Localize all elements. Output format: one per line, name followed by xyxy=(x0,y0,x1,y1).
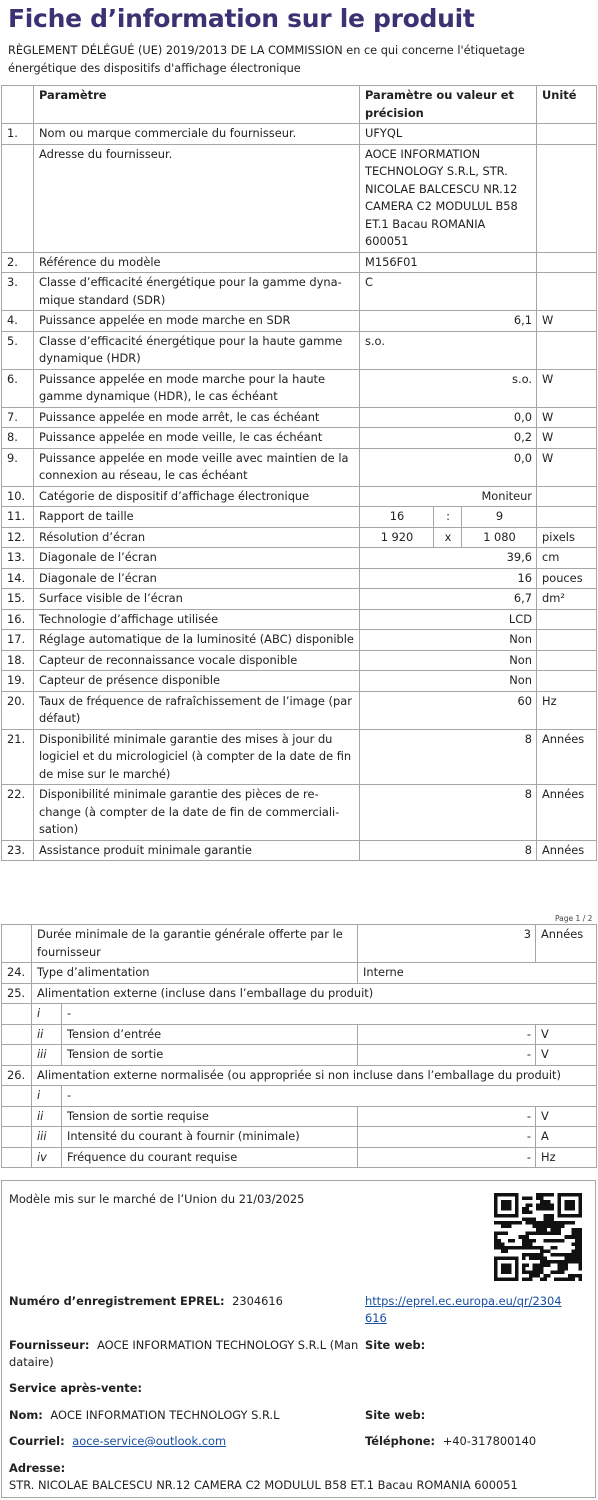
row-number: 20. xyxy=(2,691,34,729)
std-psu-param: Intensité du courant à fournir (minimale) xyxy=(62,1127,358,1148)
param-value: 8 xyxy=(360,840,537,861)
table-row xyxy=(2,486,597,507)
param-unit xyxy=(537,630,597,651)
row-number: 4. xyxy=(2,311,34,332)
param-value: 6,1 xyxy=(360,311,537,332)
table-row xyxy=(2,840,597,861)
table-row xyxy=(2,691,597,729)
value-part-2: 9 xyxy=(462,507,537,528)
website-label: Site web: xyxy=(365,1338,426,1352)
param-value: 8 xyxy=(360,729,537,785)
table-row xyxy=(2,785,597,841)
row-number: 16. xyxy=(2,609,34,630)
table-row xyxy=(2,507,597,528)
row-number: 7. xyxy=(2,407,34,428)
row-number: 22. xyxy=(2,785,34,841)
param-value: LCD xyxy=(360,609,537,630)
supplier-name: AOCE INFORMATION TECHNOLOGY S.R.L (Mandataire) xyxy=(9,1338,359,1369)
param-label: Résolution d’écran xyxy=(34,527,360,548)
param-unit xyxy=(537,650,597,671)
eprel-label: Numéro d’enregistrement EPREL: xyxy=(9,1294,225,1308)
std-psu-param: Tension de sortie requise xyxy=(62,1106,358,1127)
table-row xyxy=(2,311,597,332)
table-row xyxy=(2,144,597,252)
row-number: 8. xyxy=(2,428,34,449)
table-row xyxy=(2,963,597,984)
power-type-value: Interne xyxy=(358,963,597,984)
table-row xyxy=(2,428,597,449)
param-value: AOCE INFORMATION TECHNOLOGY S.R.L, STR. NICOLAE BALCESCU NR.12 CAMERA C2 MODULUL B58 ET.1 Bacau ROMANIA 600051 xyxy=(360,144,537,252)
warranty-unit: Années xyxy=(536,925,597,963)
row-number: 19. xyxy=(2,671,34,692)
table-row xyxy=(2,1065,597,1086)
row-number: 15. xyxy=(2,589,34,610)
row-number: 10. xyxy=(2,486,34,507)
param-label: Référence du modèle xyxy=(34,252,360,273)
param-unit: Années xyxy=(537,785,597,841)
roman-numeral: i xyxy=(32,1004,62,1025)
std-psu-param: - xyxy=(62,1086,597,1107)
param-label: Puissance appelée en mode veille avec maintien de la connexion au réseau, le cas échéant xyxy=(34,448,360,486)
qr-code-icon[interactable] xyxy=(494,1193,582,1281)
param-value: Non xyxy=(360,630,537,651)
eprel-link[interactable]: https://eprel.ec.europa.eu/qr/2304616 xyxy=(365,1294,562,1325)
email-link[interactable]: aoce-service@outlook.com xyxy=(72,1434,227,1448)
table-row xyxy=(2,1045,597,1066)
roman-numeral: iii xyxy=(32,1127,62,1148)
table-row xyxy=(2,671,597,692)
table-row xyxy=(2,1127,597,1148)
param-unit: W xyxy=(537,448,597,486)
ext-psu-param: Tension d’entrée xyxy=(62,1024,358,1045)
warranty-value: 3 xyxy=(358,925,536,963)
row-number: 2. xyxy=(2,252,34,273)
param-unit xyxy=(537,671,597,692)
warranty-param: Durée minimale de la garantie générale offerte par le fournisseur xyxy=(32,925,358,963)
param-label: Capteur de reconnaissance vocale disponible xyxy=(34,650,360,671)
service-name: AOCE INFORMATION TECHNOLOGY S.R.L xyxy=(50,1408,280,1422)
param-value: Non xyxy=(360,650,537,671)
table-row xyxy=(2,983,597,1004)
address-value: STR. NICOLAE BALCESCU NR.12 CAMERA C2 MODULUL B58 ET.1 Bacau ROMANIA 600051 xyxy=(9,1478,518,1492)
param-label: Puissance appelée en mode marche en SDR xyxy=(34,311,360,332)
row-number xyxy=(2,144,34,252)
ext-psu-value: - xyxy=(358,1045,536,1066)
param-unit: Années xyxy=(537,840,597,861)
value-part-1: 16 xyxy=(360,507,434,528)
row-number: 6. xyxy=(2,369,34,407)
table-row xyxy=(2,448,597,486)
row-number: 3. xyxy=(2,273,34,311)
param-unit xyxy=(537,507,597,528)
table-row xyxy=(2,1106,597,1127)
table-row xyxy=(2,527,597,548)
param-label: Capteur de présence disponible xyxy=(34,671,360,692)
std-psu-param: Fréquence du courant requise xyxy=(62,1147,358,1168)
value-separator: : xyxy=(434,507,462,528)
table-row xyxy=(2,650,597,671)
param-value: 8 xyxy=(360,785,537,841)
value-part-2: 1 080 xyxy=(462,527,537,548)
table-row xyxy=(2,630,597,651)
ext-psu-param: Tension de sortie xyxy=(62,1045,358,1066)
header-parametre: Paramètre xyxy=(34,86,360,124)
ext-psu-unit: V xyxy=(536,1024,597,1045)
row-number: 18. xyxy=(2,650,34,671)
param-label: Disponibilité minimale garantie des pièces de rechange (à compter de la date de fin de commercialisation) xyxy=(34,785,360,841)
row-number: 13. xyxy=(2,548,34,569)
regulation-subtitle: RÈGLEMENT DÉLÉGUÉ (UE) 2019/2013 DE LA COMMISSION en ce qui concerne l'étiquetage énergétique des dispositifs d'affichage électronique xyxy=(8,44,525,75)
param-label: Puissance appelée en mode arrêt, le cas échéant xyxy=(34,407,360,428)
param-label: Diagonale de l’écran xyxy=(34,548,360,569)
address-label: Adresse: xyxy=(9,1461,66,1475)
param-unit: Hz xyxy=(537,691,597,729)
param-value: Non xyxy=(360,671,537,692)
row-number: 23. xyxy=(2,840,34,861)
param-label: Classe d’efficacité énergétique pour la haute gamme dynamique (HDR) xyxy=(34,331,360,369)
param-value: 0,0 xyxy=(360,448,537,486)
param-unit xyxy=(537,609,597,630)
market-date: Modèle mis sur le marché de l’Union du 21/03/2025 xyxy=(9,1192,305,1206)
service-label: Service après-vente: xyxy=(9,1381,142,1395)
row-number: 24. xyxy=(2,963,32,984)
row-number: 17. xyxy=(2,630,34,651)
param-value: s.o. xyxy=(360,331,537,369)
roman-numeral: ii xyxy=(32,1106,62,1127)
param-unit: W xyxy=(537,428,597,449)
param-label: Nom ou marque commerciale du fournisseur. xyxy=(34,124,360,145)
param-label: Disponibilité minimale garantie des mises à jour du logiciel et du micrologiciel (à compter de la date de fin de mise sur le marché) xyxy=(34,729,360,785)
product-info-table xyxy=(1,85,597,861)
name-label: Nom: xyxy=(9,1408,43,1422)
power-type-param: Type d’alimentation xyxy=(32,963,358,984)
roman-numeral: iv xyxy=(32,1147,62,1168)
param-label: Rapport de taille xyxy=(34,507,360,528)
param-unit: pixels xyxy=(537,527,597,548)
std-psu-value: - xyxy=(358,1127,536,1148)
row-number: 1. xyxy=(2,124,34,145)
power-supply-table xyxy=(1,924,597,1168)
row-number: 26. xyxy=(2,1065,32,1086)
ext-psu-param: - xyxy=(62,1004,597,1025)
std-psu-value: - xyxy=(358,1147,536,1168)
param-label: Puissance appelée en mode veille, le cas échéant xyxy=(34,428,360,449)
value-separator: x xyxy=(434,527,462,548)
table-row xyxy=(2,1004,597,1025)
table-header-row xyxy=(2,86,597,124)
website-label-service: Site web: xyxy=(365,1408,426,1422)
param-unit xyxy=(537,486,597,507)
param-value: 0,2 xyxy=(360,428,537,449)
table-row xyxy=(2,1147,597,1168)
roman-numeral: iii xyxy=(32,1045,62,1066)
param-unit xyxy=(537,144,597,252)
table-row xyxy=(2,568,597,589)
header-valeur: Paramètre ou valeur et précision xyxy=(360,86,537,124)
param-unit: pouces xyxy=(537,568,597,589)
table-row xyxy=(2,589,597,610)
param-unit xyxy=(537,273,597,311)
row-number: 9. xyxy=(2,448,34,486)
param-value: Moniteur xyxy=(360,486,537,507)
std-psu-value: - xyxy=(358,1106,536,1127)
param-label: Catégorie de dispositif d’affichage électronique xyxy=(34,486,360,507)
ext-psu-value: - xyxy=(358,1024,536,1045)
table-row xyxy=(2,729,597,785)
param-unit: W xyxy=(537,311,597,332)
eprel-number: 2304616 xyxy=(232,1294,283,1308)
param-unit: cm xyxy=(537,548,597,569)
param-unit xyxy=(537,331,597,369)
param-value: C xyxy=(360,273,537,311)
param-unit: dm² xyxy=(537,589,597,610)
row-number: 5. xyxy=(2,331,34,369)
param-label: Diagonale de l’écran xyxy=(34,568,360,589)
param-value: 0,0 xyxy=(360,407,537,428)
ext-psu-unit: V xyxy=(536,1045,597,1066)
email-label: Courriel: xyxy=(9,1434,65,1448)
param-label: Surface visible de l’écran xyxy=(34,589,360,610)
supplier-label: Fournisseur: xyxy=(9,1338,90,1352)
param-label: Technologie d’affichage utilisée xyxy=(34,609,360,630)
std-psu-unit: Hz xyxy=(536,1147,597,1168)
param-label: Assistance produit minimale garantie xyxy=(34,840,360,861)
page-title: Fiche d’information sur le produit xyxy=(8,4,475,33)
table-row xyxy=(2,273,597,311)
phone-number: +40-317800140 xyxy=(442,1434,537,1448)
row-number: 12. xyxy=(2,527,34,548)
param-value: M156F01 xyxy=(360,252,537,273)
row-number: 21. xyxy=(2,729,34,785)
page-number: Page 1 / 2 xyxy=(555,914,593,923)
std-psu-unit: V xyxy=(536,1106,597,1127)
param-value: 60 xyxy=(360,691,537,729)
table-row xyxy=(2,1024,597,1045)
phone-label: Téléphone: xyxy=(365,1434,436,1448)
param-unit: W xyxy=(537,407,597,428)
table-row xyxy=(2,331,597,369)
param-unit xyxy=(537,252,597,273)
param-value: s.o. xyxy=(360,369,537,407)
table-row xyxy=(2,609,597,630)
table-row xyxy=(2,407,597,428)
roman-numeral: i xyxy=(32,1086,62,1107)
table-row xyxy=(2,925,597,963)
table-row xyxy=(2,1086,597,1107)
param-value: 16 xyxy=(360,568,537,589)
table-row xyxy=(2,252,597,273)
param-unit: W xyxy=(537,369,597,407)
row-number: 14. xyxy=(2,568,34,589)
param-unit: Années xyxy=(537,729,597,785)
supplier-info-box xyxy=(1,1180,596,1498)
param-value: 6,7 xyxy=(360,589,537,610)
param-label: Adresse du fournisseur. xyxy=(34,144,360,252)
std-psu-unit: A xyxy=(536,1127,597,1148)
value-part-1: 1 920 xyxy=(360,527,434,548)
param-unit xyxy=(537,124,597,145)
row-number: 25. xyxy=(2,983,32,1004)
param-label: Réglage automatique de la luminosité (ABC) disponible xyxy=(34,630,360,651)
param-value: UFYQL xyxy=(360,124,537,145)
ext-psu-title: Alimentation externe (incluse dans l’emballage du produit) xyxy=(32,983,597,1004)
table-row xyxy=(2,124,597,145)
param-label: Puissance appelée en mode marche pour la haute gamme dynamique (HDR), le cas échéant xyxy=(34,369,360,407)
table-row xyxy=(2,548,597,569)
row-number: 11. xyxy=(2,507,34,528)
table-row xyxy=(2,369,597,407)
param-label: Taux de fréquence de rafraîchissement de l’image (par défaut) xyxy=(34,691,360,729)
header-unite: Unité xyxy=(537,86,597,124)
param-label: Classe d’efficacité énergétique pour la gamme dynamique standard (SDR) xyxy=(34,273,360,311)
roman-numeral: ii xyxy=(32,1024,62,1045)
param-value: 39,6 xyxy=(360,548,537,569)
std-psu-title: Alimentation externe normalisée (ou appropriée si non incluse dans l’emballage du produit) xyxy=(32,1065,597,1086)
